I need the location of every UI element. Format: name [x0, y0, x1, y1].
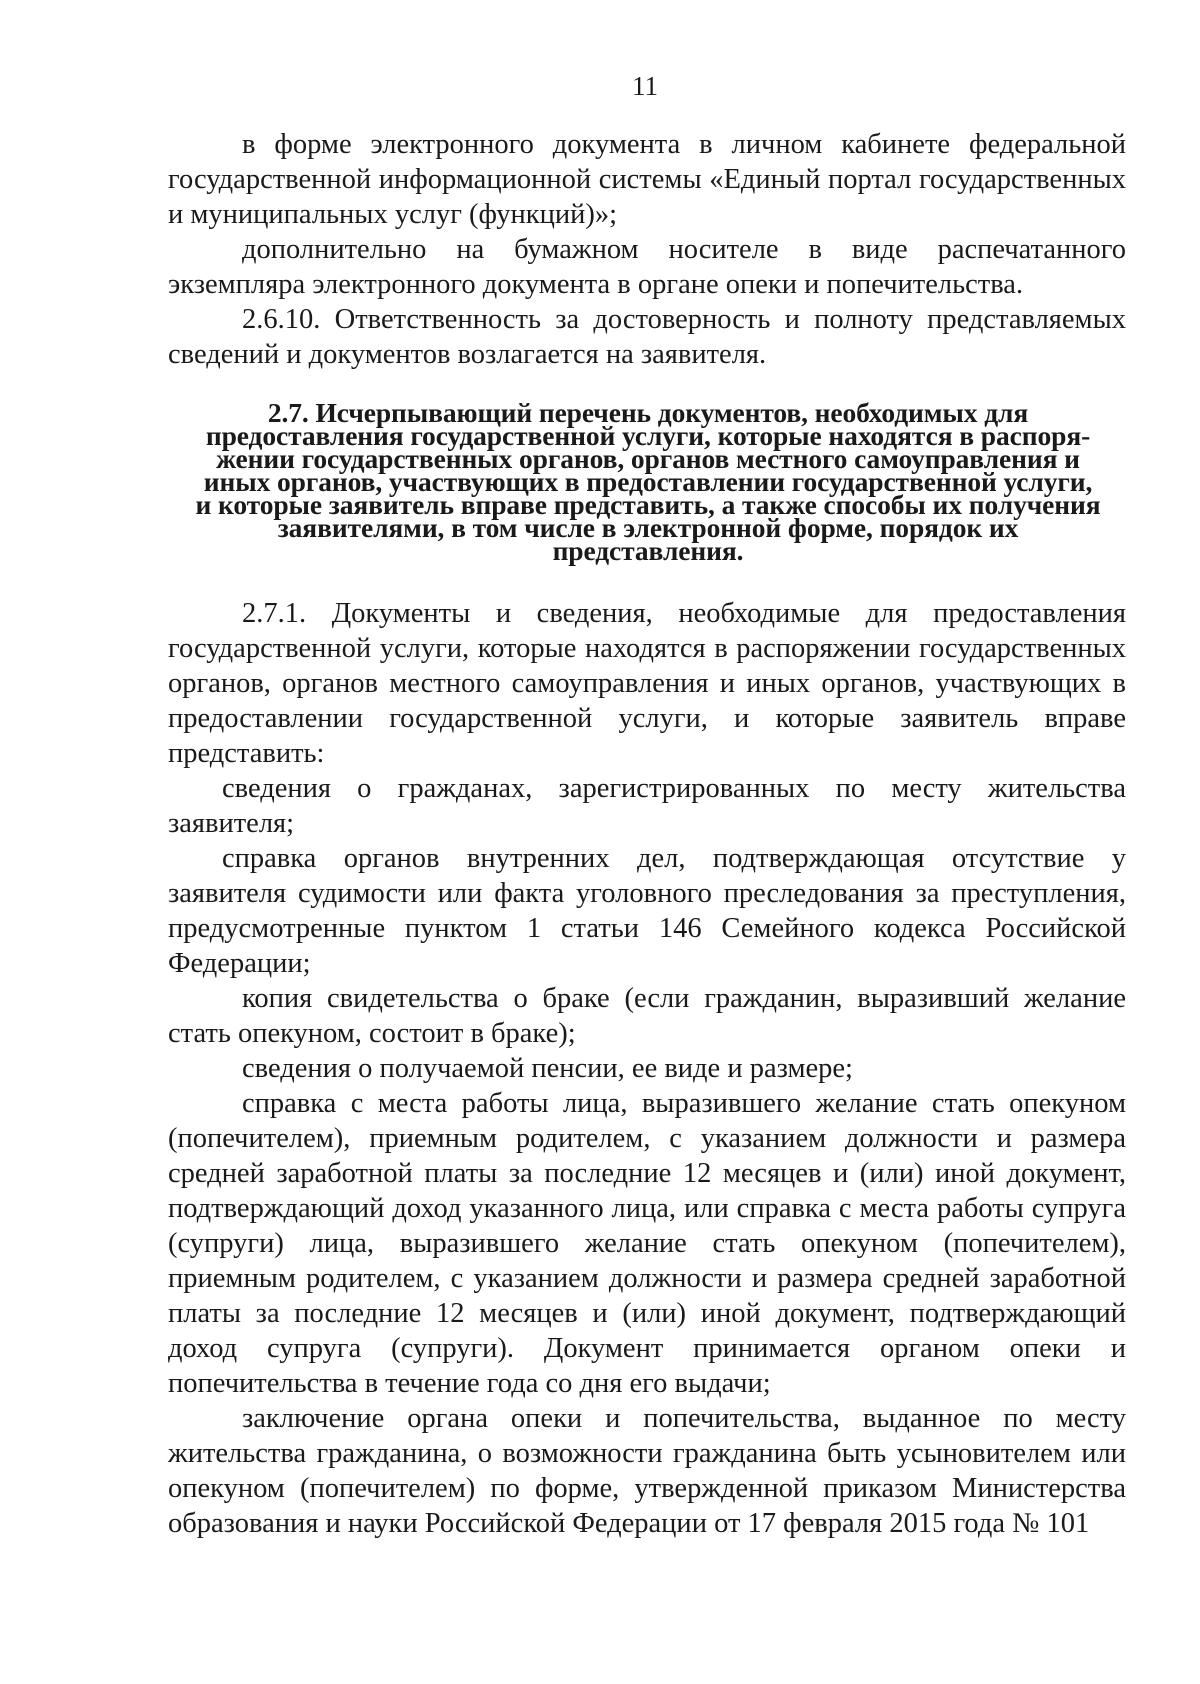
- body-section: [168, 596, 1126, 1541]
- paragraph: дополнительно на бумажном носителе в виде распечатанного экземпляра электронного документа в органе опеки и попечительства.: [168, 234, 1126, 300]
- heading-line: и которые заявитель вправе представить, а также способы их получения: [195, 489, 1101, 520]
- heading-line: иных органов, участвующих в предоставлении государственной услуги,: [203, 466, 1093, 497]
- heading-line: жении государственных органов, органов местного самоуправления и: [216, 443, 1080, 474]
- list-item: копия свидетельства о браке (если гражданин, выразивший желание стать опекуном, состоит в браке);: [168, 983, 1126, 1049]
- intro-section: [168, 127, 1126, 372]
- list-item: сведения о гражданах, зарегистрированных по месту жительства заявителя;: [168, 773, 1126, 839]
- paragraph: 2.7.1. Документы и сведения, необходимые для предоставления государственной услуги, которые находятся в распоряжении государственных органов, органов местного самоуправления и иных органов, участвующих в предоставлении государственной услуги, и которые заявитель вправе представить:: [168, 598, 1126, 769]
- list-item: справка с места работы лица, выразившего желание стать опекуном (попечителем), приемным родителем, с указанием должности и размера средней заработной платы за последние 12 месяцев и (или) иной документ, подтверждающий доход указанного лица, или справка с места работы супруга (супруги) лица, выразившего желание стать опекуном (попечителем), приемным родителем, с указанием должности и размера средней заработной платы за последние 12 месяцев и (или) иной документ, подтверждающий доход супруга (супруги). Документ принимается органом опеки и попечительства в течение года со дня его выдачи;: [168, 1088, 1126, 1399]
- list-item: заключение органа опеки и попечительства, выданное по месту жительства гражданина, о возможности гражданина быть усыновителем или опекуном (попечителем) по форме, утвержденной приказом Министерства образования и науки Российской Федерации от 17 февраля 2015 года № 101: [168, 1403, 1126, 1539]
- heading-line: 2.7. Исчерпывающий перечень документов, необходимых для: [267, 397, 1029, 428]
- page-number: 11: [632, 71, 658, 101]
- heading-line: предоставления государственной услуги, которые находятся в распоря-: [205, 420, 1091, 451]
- paragraph: 2.6.10. Ответственность за достоверность и полноту представляемых сведений и документов возлагается на заявителя.: [168, 304, 1126, 370]
- heading-line: представления.: [552, 535, 744, 566]
- list-item: справка органов внутренних дел, подтверждающая отсутствие у заявителя судимости или факта уголовного преследования за преступления, предусмотренные пунктом 1 статьи 146 Семейного кодекса Российской Федерации;: [168, 843, 1126, 979]
- section-heading: [168, 397, 1128, 566]
- heading-line: заявителями, в том числе в электронной форме, порядок их: [277, 512, 1019, 543]
- list-item: сведения о получаемой пенсии, ее виде и размере;: [242, 1053, 853, 1084]
- paragraph: в форме электронного документа в личном кабинете федеральной государственной информационной системы «Единый портал государственных и муниципальных услуг (функций)»;: [168, 129, 1126, 230]
